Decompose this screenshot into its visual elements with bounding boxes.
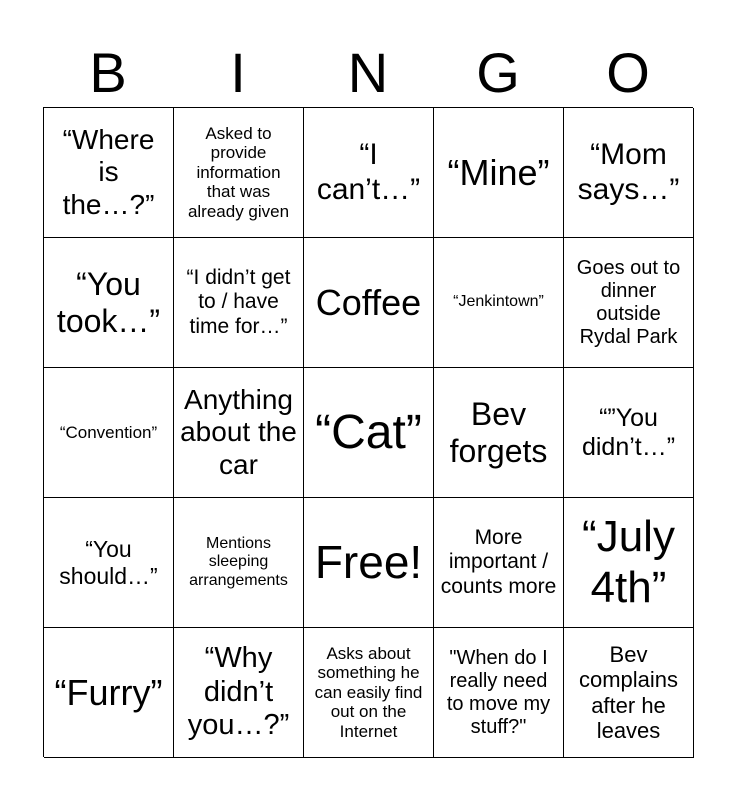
bingo-cell[interactable]: “Why didn’t you…?” bbox=[174, 628, 304, 758]
header-letter-n: N bbox=[347, 41, 389, 104]
bingo-cell[interactable]: "When do I really need to move my stuff?" bbox=[434, 628, 564, 758]
header-letter-g: G bbox=[476, 41, 520, 104]
header-letter-o: O bbox=[606, 41, 650, 104]
bingo-cell[interactable]: “Where is the…?” bbox=[44, 108, 174, 238]
bingo-cell[interactable]: “I didn’t get to / have time for…” bbox=[174, 238, 304, 368]
bingo-free-space[interactable]: Free! bbox=[304, 498, 434, 628]
header-letter-b: B bbox=[89, 41, 127, 104]
header-letter-i: I bbox=[230, 41, 246, 104]
bingo-cell[interactable]: “Cat” bbox=[304, 368, 434, 498]
bingo-cell[interactable]: “Jenkintown” bbox=[434, 238, 564, 368]
bingo-cell[interactable]: “You took…” bbox=[44, 238, 174, 368]
bingo-board bbox=[43, 107, 693, 757]
bingo-cell[interactable]: “You should…” bbox=[44, 498, 174, 628]
bingo-cell[interactable]: “Mom says…” bbox=[564, 108, 694, 238]
bingo-cell[interactable]: More important / counts more bbox=[434, 498, 564, 628]
bingo-cell[interactable]: Anything about the car bbox=[174, 368, 304, 498]
bingo-cell[interactable]: Mentions sleeping arrangements bbox=[174, 498, 304, 628]
bingo-cell[interactable]: Coffee bbox=[304, 238, 434, 368]
bingo-cell[interactable]: “Convention” bbox=[44, 368, 174, 498]
bingo-cell[interactable]: Asked to provide information that was already given bbox=[174, 108, 304, 238]
bingo-cell[interactable]: Bev forgets bbox=[434, 368, 564, 498]
bingo-cell[interactable]: Asks about something he can easily find out on the Internet bbox=[304, 628, 434, 758]
bingo-cell[interactable]: “I can’t…” bbox=[304, 108, 434, 238]
bingo-cell[interactable]: “Furry” bbox=[44, 628, 174, 758]
bingo-cell[interactable]: “”You didn’t…” bbox=[564, 368, 694, 498]
bingo-cell[interactable]: Bev complains after he leaves bbox=[564, 628, 694, 758]
bingo-cell[interactable]: Goes out to dinner outside Rydal Park bbox=[564, 238, 694, 368]
bingo-header bbox=[43, 40, 693, 106]
bingo-cell[interactable]: “Mine” bbox=[434, 108, 564, 238]
bingo-cell[interactable]: “July 4th” bbox=[564, 498, 694, 628]
